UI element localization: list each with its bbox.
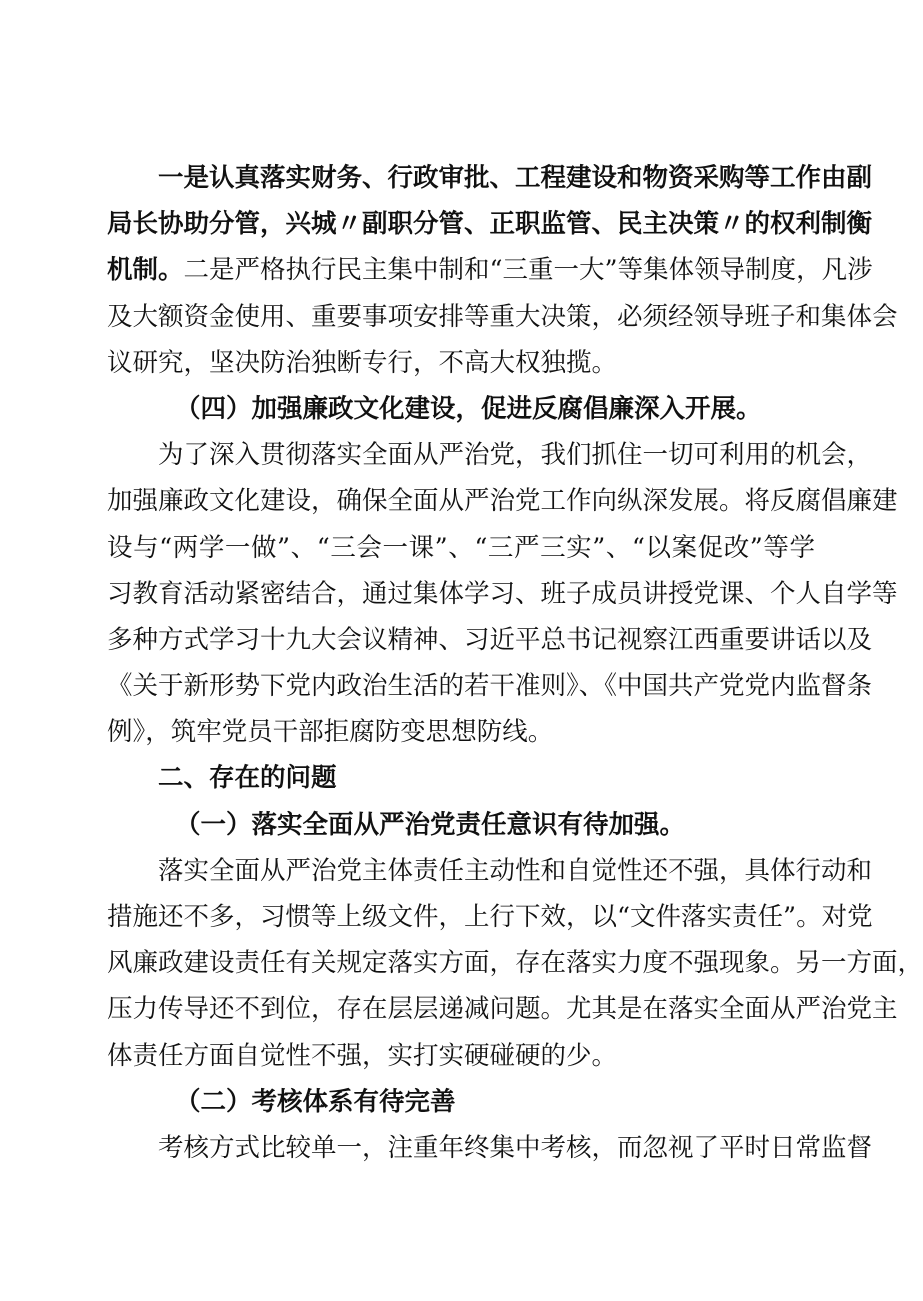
paragraph-line: 多种方式学习十九大会议精神、习近平总书记视察江西重要讲话以及 <box>107 624 873 655</box>
paragraph-line: 考核方式比较单一，注重年终集中考核，而忽视了平时日常监督 <box>158 1132 873 1163</box>
paragraph-line: 例》，筑牢党员干部拒腐防变思想防线。 <box>107 717 554 748</box>
bold-lead: 机制。 <box>107 255 184 286</box>
paragraph-line: 为了深入贯彻落实全面从严治党，我们抓住一切可利用的机会， <box>158 440 873 471</box>
paragraph-line: 风廉政建设责任有关规定落实方面，存在落实力度不强现象。另一方面， <box>107 948 923 979</box>
paragraph-line: 议研究，坚决防治独断专行，不高大权独揽。 <box>107 347 618 378</box>
paragraph-line: 《关于新形势下党内政治生活的若干准则》、《中国共产党党内监督条 <box>107 671 873 702</box>
paragraph-line: 措施还不多，习惯等上级文件，上行下效，以“文件落实责任”。对党 <box>107 902 873 932</box>
subheading: （四）加强廉政文化建设，促进反腐倡廉深入开展。 <box>175 393 762 424</box>
subheading: （二）考核体系有待完善 <box>175 1086 456 1117</box>
paragraph-line: 设与“两学一做”、“三会一课”、“三严三实”、“以案促改”等学 <box>107 532 815 563</box>
paragraph-line: 局长协助分管，兴城〃副职分管、正职监管、民主决策〃的权利制衡 <box>107 209 873 240</box>
paragraph-line: 习教育活动紧密结合，通过集体学习、班子成员讲授党课、个人自学等 <box>107 578 898 609</box>
paragraph-line <box>107 247 873 293</box>
paragraph-line: 落实全面从严治党主体责任主动性和自觉性还不强，具体行动和 <box>158 855 873 886</box>
paragraph-line: 压力传导还不到位，存在层层递减问题。尤其是在落实全面从严治党主 <box>107 994 898 1025</box>
paragraph-line: 及大额资金使用、重要事项安排等重大决策，必须经领导班子和集体会 <box>107 301 898 332</box>
paragraph-line: 一是认真落实财务、行政审批、工程建设和物资采购等工作由副 <box>158 163 873 193</box>
document-page <box>107 155 923 1171</box>
subheading: （一）落实全面从严治党责任意识有待加强。 <box>175 809 686 840</box>
paragraph-line: 体责任方面自觉性不强，实打实硬碰硬的少。 <box>107 1040 618 1071</box>
paragraph-text: 二是严格执行民主集中制和“三重一大”等集体领导制度，凡涉 <box>183 255 873 286</box>
section-heading: 二、存在的问题 <box>158 763 337 794</box>
paragraph-line: 加强廉政文化建设，确保全面从严治党工作向纵深发展。将反腐倡廉建 <box>107 486 898 517</box>
